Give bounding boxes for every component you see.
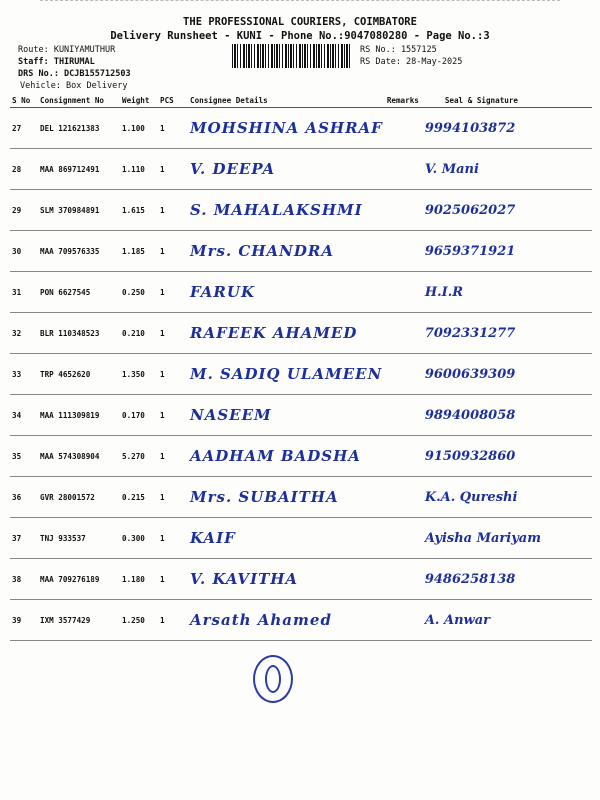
- cell-consignment-no: MAA 869712491: [38, 149, 120, 190]
- route-label: Route: KUNIYAMUTHUR: [18, 45, 116, 55]
- col-header-weight: Weight: [120, 93, 158, 108]
- cell-consignee-details: KAIF: [188, 518, 385, 559]
- table-row: [10, 190, 592, 231]
- cell-remarks: [385, 190, 423, 231]
- cell-seal-signature: 9025062027: [423, 190, 592, 231]
- col-header-sno: S No: [10, 93, 38, 108]
- cell-remarks: [385, 313, 423, 354]
- cell-consignee-details: Mrs. CHANDRA: [188, 231, 385, 272]
- cell-weight: 1.615: [120, 190, 158, 231]
- cell-sno: 27: [10, 108, 38, 149]
- cell-weight: 0.170: [120, 395, 158, 436]
- top-edge-smudge: [40, 0, 560, 7]
- cell-seal-signature: 9486258138: [423, 559, 592, 600]
- cell-weight: 0.250: [120, 272, 158, 313]
- cell-consignment-no: MAA 709276189: [38, 559, 120, 600]
- vehicle-label: Vehicle: Box Delivery: [20, 81, 128, 91]
- barcode: [232, 44, 352, 68]
- cell-weight: 1.250: [120, 600, 158, 641]
- cell-weight: 1.185: [120, 231, 158, 272]
- cell-pcs: 1: [158, 600, 188, 641]
- cell-consignee-details: AADHAM BADSHA: [188, 436, 385, 477]
- cell-consignment-no: SLM 370984891: [38, 190, 120, 231]
- cell-remarks: [385, 272, 423, 313]
- col-header-signature: Seal & Signature: [423, 93, 592, 108]
- cell-consignment-no: BLR 110348523: [38, 313, 120, 354]
- cell-consignment-no: MAA 111309819: [38, 395, 120, 436]
- cell-pcs: 1: [158, 190, 188, 231]
- cell-weight: 1.350: [120, 354, 158, 395]
- table-header-row: [10, 93, 592, 108]
- cell-pcs: 1: [158, 477, 188, 518]
- cell-consignment-no: TRP 4652620: [38, 354, 120, 395]
- table-row: [10, 600, 592, 641]
- cell-consignment-no: PON 6627545: [38, 272, 120, 313]
- cell-sno: 36: [10, 477, 38, 518]
- col-header-pcs: PCS: [158, 93, 188, 108]
- cell-pcs: 1: [158, 231, 188, 272]
- cell-seal-signature: V. Mani: [423, 149, 592, 190]
- cell-pcs: 1: [158, 518, 188, 559]
- cell-remarks: [385, 600, 423, 641]
- cell-pcs: 1: [158, 272, 188, 313]
- cell-pcs: 1: [158, 395, 188, 436]
- cell-pcs: 1: [158, 313, 188, 354]
- cell-sno: 30: [10, 231, 38, 272]
- rs-date: RS Date: 28-May-2025: [360, 57, 463, 67]
- cell-weight: 0.215: [120, 477, 158, 518]
- cell-consignment-no: IXM 3577429: [38, 600, 120, 641]
- staff-label: Staff: THIRUMAL: [18, 57, 95, 67]
- cell-seal-signature: 9600639309: [423, 354, 592, 395]
- cell-consignment-no: GVR 28001572: [38, 477, 120, 518]
- cell-pcs: 1: [158, 149, 188, 190]
- cell-consignee-details: RAFEEK AHAMED: [188, 313, 385, 354]
- cell-consignee-details: MOHSHINA ASHRAF: [188, 108, 385, 149]
- cell-consignee-details: Arsath Ahamed: [188, 600, 385, 641]
- table-row: [10, 477, 592, 518]
- cell-remarks: [385, 436, 423, 477]
- cell-seal-signature: 9150932860: [423, 436, 592, 477]
- col-header-remarks: Remarks: [385, 93, 423, 108]
- cell-sno: 39: [10, 600, 38, 641]
- cell-consignee-details: NASEEM: [188, 395, 385, 436]
- delivery-table: [10, 93, 592, 641]
- table-row: [10, 313, 592, 354]
- table-row: [10, 559, 592, 600]
- table-body: [10, 108, 592, 641]
- cell-sno: 35: [10, 436, 38, 477]
- cell-pcs: 1: [158, 559, 188, 600]
- cell-remarks: [385, 559, 423, 600]
- table-row: [10, 395, 592, 436]
- table-row: [10, 231, 592, 272]
- cell-seal-signature: Ayisha Mariyam: [423, 518, 592, 559]
- cell-remarks: [385, 395, 423, 436]
- table-row: [10, 354, 592, 395]
- cell-seal-signature: K.A. Qureshi: [423, 477, 592, 518]
- cell-seal-signature: 9994103872: [423, 108, 592, 149]
- col-header-consignment: Consignment No: [38, 93, 120, 108]
- cell-remarks: [385, 477, 423, 518]
- cell-weight: 5.270: [120, 436, 158, 477]
- cell-sno: 31: [10, 272, 38, 313]
- cell-consignee-details: M. SADIQ ULAMEEN: [188, 354, 385, 395]
- col-header-consignee: Consignee Details: [188, 93, 385, 108]
- cell-remarks: [385, 231, 423, 272]
- company-title: THE PROFESSIONAL COURIERS, COIMBATORE: [183, 16, 417, 28]
- cell-seal-signature: A. Anwar: [423, 600, 592, 641]
- cell-pcs: 1: [158, 436, 188, 477]
- table-row: [10, 108, 592, 149]
- cell-consignment-no: MAA 574308904: [38, 436, 120, 477]
- cell-sno: 38: [10, 559, 38, 600]
- cell-sno: 33: [10, 354, 38, 395]
- cell-weight: 1.180: [120, 559, 158, 600]
- cell-weight: 0.210: [120, 313, 158, 354]
- cell-consignee-details: Mrs. SUBAITHA: [188, 477, 385, 518]
- table-row: [10, 518, 592, 559]
- cell-consignment-no: DEL 121621383: [38, 108, 120, 149]
- cell-sno: 34: [10, 395, 38, 436]
- cell-remarks: [385, 108, 423, 149]
- cell-seal-signature: H.I.R: [423, 272, 592, 313]
- cell-seal-signature: 9894008058: [423, 395, 592, 436]
- cell-weight: 1.100: [120, 108, 158, 149]
- table-row: [10, 436, 592, 477]
- cell-sno: 32: [10, 313, 38, 354]
- cell-consignee-details: FARUK: [188, 272, 385, 313]
- ink-stamp-inner: [265, 665, 281, 693]
- rs-number: RS No.: 1557125: [360, 45, 437, 55]
- cell-consignment-no: MAA 709576335: [38, 231, 120, 272]
- table-row: [10, 149, 592, 190]
- cell-sno: 37: [10, 518, 38, 559]
- cell-pcs: 1: [158, 108, 188, 149]
- cell-sno: 29: [10, 190, 38, 231]
- cell-consignment-no: TNJ 933537: [38, 518, 120, 559]
- cell-weight: 1.110: [120, 149, 158, 190]
- cell-pcs: 1: [158, 354, 188, 395]
- cell-weight: 0.300: [120, 518, 158, 559]
- cell-remarks: [385, 149, 423, 190]
- cell-seal-signature: 7092331277: [423, 313, 592, 354]
- cell-sno: 28: [10, 149, 38, 190]
- drs-label: DRS No.: DCJB155712503: [18, 69, 131, 79]
- cell-remarks: [385, 518, 423, 559]
- cell-consignee-details: S. MAHALAKSHMI: [188, 190, 385, 231]
- cell-seal-signature: 9659371921: [423, 231, 592, 272]
- cell-consignee-details: V. DEEPA: [188, 149, 385, 190]
- runsheet-title: Delivery Runsheet - KUNI - Phone No.:9047080280 - Page No.:3: [110, 30, 490, 42]
- table-row: [10, 272, 592, 313]
- cell-remarks: [385, 354, 423, 395]
- cell-consignee-details: V. KAVITHA: [188, 559, 385, 600]
